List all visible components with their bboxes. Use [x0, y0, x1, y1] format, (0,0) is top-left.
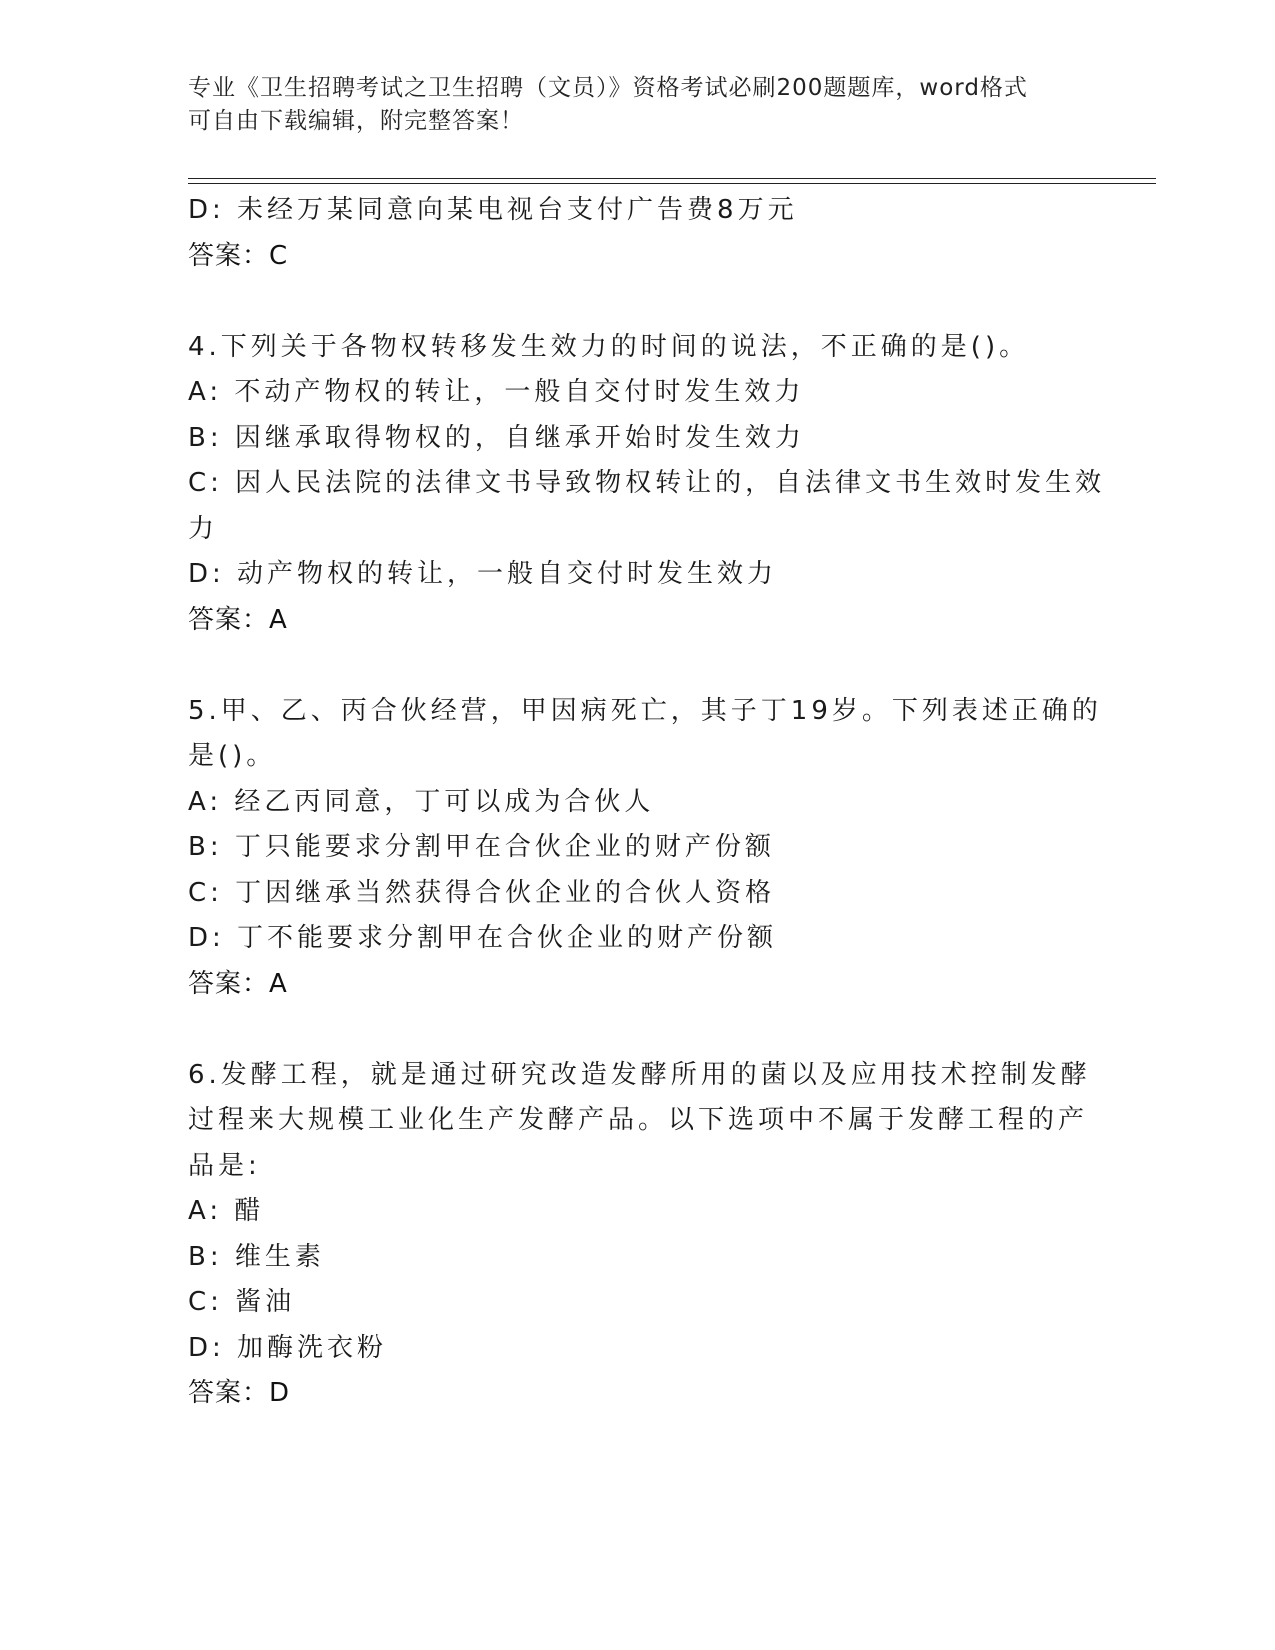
q3-answer: 答案：C: [188, 240, 289, 271]
spacer: [188, 643, 1088, 689]
q4-option-b: B: 因继承取得物权的，自继承开始时发生效力: [188, 422, 805, 453]
q5-option-d: D: 丁不能要求分割甲在合伙企业的财产份额: [188, 923, 778, 953]
question-5: [188, 689, 1102, 1008]
header-rule-top: [188, 178, 1156, 179]
question-4: [188, 325, 1106, 644]
q6-answer: 答案：D: [188, 1378, 291, 1408]
q6-option-b: B: 维生素: [188, 1241, 325, 1272]
document-body: [188, 188, 1106, 1417]
q6-option-a: A: 醋: [188, 1196, 265, 1226]
q4-option-c-line-2: 力: [188, 513, 219, 544]
q5-answer: 答案：A: [188, 968, 288, 999]
q6-option-c: C: 酱油: [188, 1287, 296, 1317]
q5-option-b: B: 丁只能要求分割甲在合伙企业的财产份额: [188, 832, 775, 862]
q5-option-c: C: 丁因继承当然获得合伙企业的合伙人资格: [188, 877, 776, 908]
question-6: [188, 1053, 1091, 1417]
header-rule-bottom: [188, 183, 1156, 184]
question-3-tail: [188, 188, 1088, 279]
q6-option-d: D: 加酶洗衣粉: [188, 1332, 388, 1363]
q3-option-d: D: 未经万某同意向某电视台支付广告费8万元: [188, 195, 798, 225]
q5-stem-line-2: 是()。: [188, 741, 277, 771]
spacer: [188, 279, 1088, 325]
q5-option-a: A: 经乙丙同意，丁可以成为合伙人: [188, 786, 655, 817]
q6-stem-line-2: 过程来大规模工业化生产发酵产品。以下选项中不属于发酵工程的产: [188, 1105, 1089, 1135]
q4-option-a: A: 不动产物权的转让，一般自交付时发生效力: [188, 377, 805, 407]
header-line-2: 可自由下载编辑，附完整答案！: [188, 108, 524, 134]
q6-stem-line-1: 6.发酵工程，就是通过研究改造发酵所用的菌以及应用技术控制发酵: [188, 1059, 1091, 1090]
spacer: [188, 1007, 1088, 1053]
document-header: [188, 72, 1088, 138]
q4-stem: 4.下列关于各物权转移发生效力的时间的说法，不正确的是()。: [188, 331, 1030, 362]
q4-answer: 答案：A: [188, 604, 288, 635]
header-line-1: 专业《卫生招聘考试之卫生招聘（文员）》资格考试必刷200题题库，word格式: [188, 75, 1028, 101]
q6-stem-line-3: 品是:: [188, 1150, 261, 1181]
q4-option-d: D: 动产物权的转让，一般自交付时发生效力: [188, 559, 778, 589]
q4-option-c-line-1: C: 因人民法院的法律文书导致物权转让的，自法律文书生效时发生效: [188, 468, 1106, 498]
q5-stem-line-1: 5.甲、乙、丙合伙经营，甲因病死亡，其子丁19岁。下列表述正确的: [188, 695, 1102, 726]
